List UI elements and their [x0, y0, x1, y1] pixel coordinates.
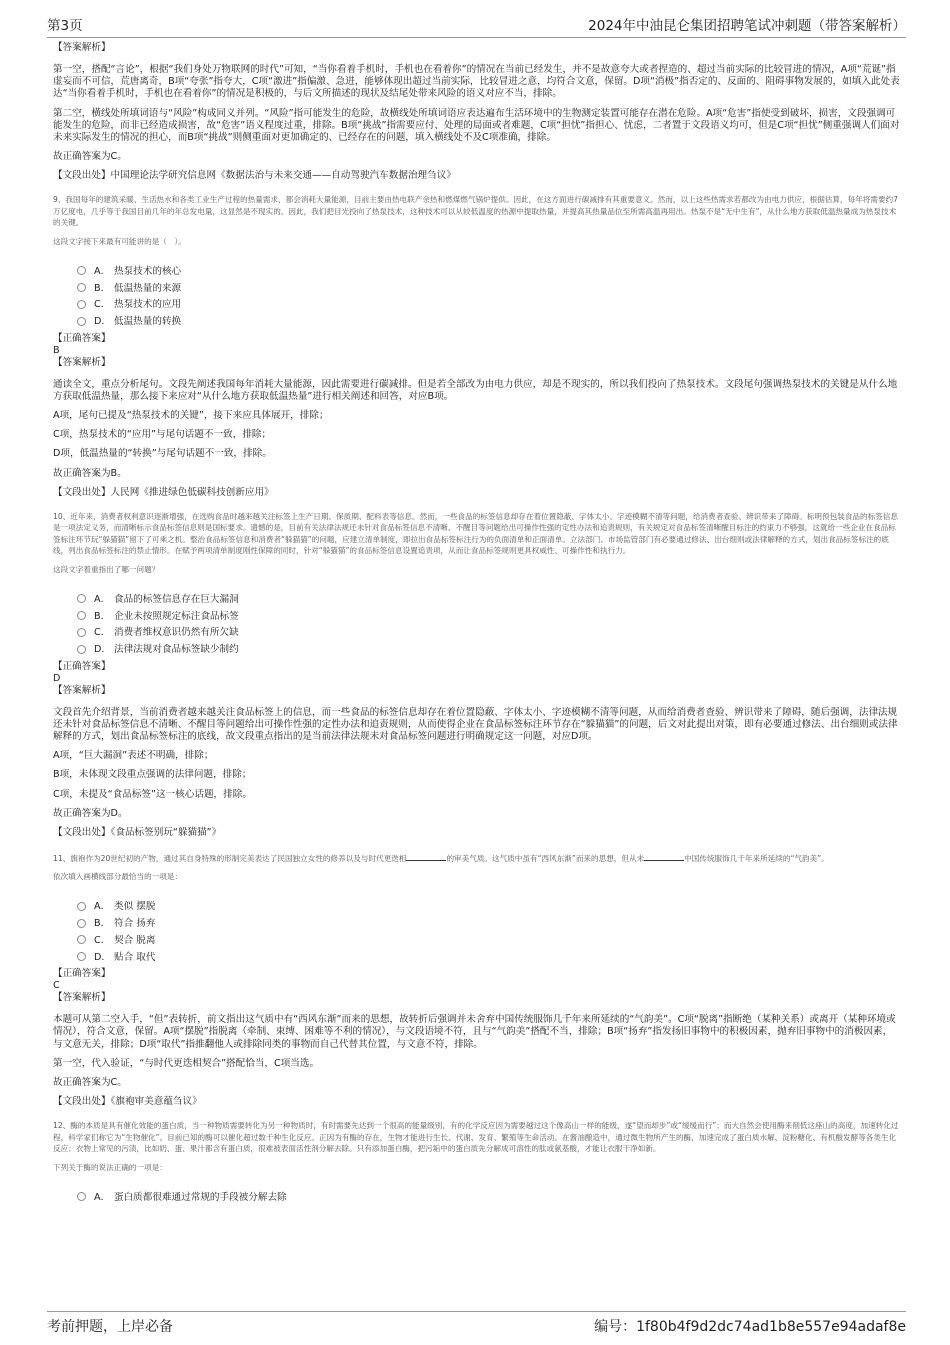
q10-answer: D	[53, 672, 61, 684]
q11-option-b[interactable]: B． 符合 扬弃	[77, 914, 901, 931]
q12-option-a[interactable]: A． 蛋白质都很难通过常规的手段被分解去除	[77, 1187, 901, 1204]
q10-analysis: 文段首先介绍背景，当前消费者越来越关注食品标签上的信息，而一些食品的标签信息却存在着位置隐蔽、字体太小、字迹模糊不清等问题，从而给消费者查验、辨识带来了障碍，随后强调，法律法规还未针对食品标签信息不清晰、不醒目等问题给出可操作性强的定性办法和追责规则，从而使得企业在食品标签标注环节存在“躲猫猫”的问题，后文对此提出对策，即有必要通过修法、出台细则或法律解释的方式，划出食品标签标注的底线，故文段重点指出的是当前法律法规未对食品标签问题进行明确规定这一问题，对应D项。	[53, 706, 898, 742]
q10-option-b[interactable]: B． 企业未按照规定标注食品标签	[77, 606, 901, 623]
analysis-label: 【答案解析】	[53, 356, 111, 368]
radio-icon[interactable]	[77, 628, 86, 637]
analysis-label: 【答案解析】	[53, 992, 111, 1004]
q11-options	[77, 897, 901, 964]
q9-line-c: C项，热泵技术的“应用”与尾句话题不一致，排除；	[53, 429, 272, 441]
q11-option-d[interactable]: D． 贴合 取代	[77, 947, 901, 964]
q10-line-c: C项，未提及“食品标签”这一核心话题，排除。	[53, 788, 252, 800]
document-code: 编号：1f80b4f9d2dc74ad1b8e557e94adaf8e	[594, 1319, 906, 1335]
correct-answer-label: 【正确答案】	[53, 332, 111, 344]
q9-option-a[interactable]: A． 热泵技术的核心	[77, 261, 901, 278]
q9-source: 【文段出处】人民网《推进绿色低碳科技创新应用》	[53, 486, 274, 498]
q11-source: 【文段出处】《旗袍审美意蕴刍议》	[53, 1096, 202, 1108]
q11-question: 依次填入画横线部分最恰当的一项是：	[53, 872, 183, 882]
radio-icon[interactable]	[77, 952, 86, 961]
page-number: 第3页	[47, 18, 83, 34]
q10-option-d[interactable]: D． 法律法规对食品标签缺少制约	[77, 640, 901, 657]
q9-line-d: D项，低温热量的“转换”与尾句话题不一致，排除。	[53, 448, 272, 460]
radio-icon[interactable]	[77, 266, 86, 275]
q10-question: 这段文字着重指出了哪一问题？	[53, 564, 160, 574]
q11-stem: 11、旗袍作为20世纪初的产物，通过其自身特殊的形制完美表达了民国独立女性的修养以及与时代更迭相 的审美气质。这气质中虽有“西风东渐”而来的思想，但从未 中国传统服饰几千年来所延续的“气韵美”。	[53, 851, 901, 865]
q8-conclusion: 故正确答案为C。	[53, 151, 127, 163]
radio-icon[interactable]	[77, 919, 86, 928]
footer-slogan: 考前押题，上岸必备	[47, 1319, 173, 1335]
document-title: 2024年中油昆仑集团招聘笔试冲刺题（带答案解析）	[588, 18, 906, 34]
page-footer	[47, 1311, 906, 1338]
q10-line-b: B项，未体现文段重点强调的法律问题，排除；	[53, 769, 252, 781]
radio-icon[interactable]	[77, 317, 86, 326]
q9-line-a: A项，尾句已提及“热泵技术的关键”，接下来应具体展开，排除；	[53, 410, 329, 422]
radio-icon[interactable]	[77, 902, 86, 911]
radio-icon[interactable]	[77, 594, 86, 603]
analysis-label: 【答案解析】	[53, 684, 111, 696]
q8-analysis-label: 【答案解析】	[53, 42, 111, 53]
q10-line-a: A项，“巨大漏洞”表述不明确，排除；	[53, 750, 214, 762]
radio-icon[interactable]	[77, 645, 86, 654]
q9-answer: B	[53, 344, 60, 356]
q9-stem: 9、我国每年的建筑采暖、生活热水和各类工业生产过程的热量需求，都会消耗大量能源，目前主要由热电联产余热和燃煤燃气锅炉提供。因此，在这方面进行碳减排有其重要意义。然而，以上这些热需求若都改为由电力供应，根据估算，每年将需要约7万亿度电，几乎等于我国目前几年的年总发电量，这显然是不现实的。因此，我们把目光投向了热泵技术，这种技术可以从较低温度的热源中提取热量，并提高其热量品位至所需高温再用出。热泵不是“无中生有”，从什么地方获取低温热量成为热泵技术的关键。	[53, 195, 898, 228]
radio-icon[interactable]	[77, 611, 86, 620]
q8-analysis-para2: 第二空，横线处所填词语与“风险”构成同义并列。“风险”指可能发生的危险，故横线处所填词语应表达遍布生活环境中的生物测定装置可能存在潜在危险。A项“危害”指使受到破坏，损害，文段强调可能发生的危险，而非已经造成损害，故“危害”语义程度过重，排除。B项“挑战”指需要应付、处理的局面或者难题，C项“担忧”指担心、忧虑，二者置于文段语义均可，但是C项“担忧”侧重强调人们面对未来实际发生的情况的担心，而B项“挑战”则侧重面对更加确定的、已经存在的问题，填入横线处不及C项准确，排除。	[53, 107, 900, 144]
q9-conclusion: 故正确答案为B。	[53, 467, 127, 479]
q11-line1: 第一空，代入验证，“与时代更迭相契合”搭配恰当，C项当选。	[53, 1057, 320, 1069]
q9-question: 这段文字接下来最有可能讲的是（ ）。	[53, 236, 186, 246]
q9-option-d[interactable]: D． 低温热量的转换	[77, 312, 901, 329]
page-header	[47, 10, 906, 38]
q10-conclusion: 故正确答案为D。	[53, 807, 128, 819]
radio-icon[interactable]	[77, 1192, 86, 1201]
q10-options	[77, 589, 901, 656]
q9-option-b[interactable]: B． 低温热量的来源	[77, 278, 901, 295]
fill-blank-1	[406, 851, 446, 861]
q10-option-c[interactable]: C． 消费者维权意识仍然有所欠缺	[77, 623, 901, 640]
correct-answer-label: 【正确答案】	[53, 968, 111, 980]
q11-answer: C	[53, 980, 60, 992]
q12-question: 下列关于酶的说法正确的一项是：	[53, 1162, 167, 1172]
radio-icon[interactable]	[77, 300, 86, 309]
q10-stem: 10、近年来，消费者权利意识逐渐增强，在选购食品时越来越关注标签上生产日期、保质期、配料表等信息。然而，一些食品的标签信息却存在着位置隐蔽、字体太小、字迹模糊不清等问题，给消费者查验、辨识带来了障碍。标明预包装食品的标签信息是一项法定义务，而清晰标示食品标签信息则是国标要求。遗憾的是，目前有关法律法规还未针对食品标签信息不清晰、不醒目等问题给出可操作性强的定性办法和追责规则，有关规定对食品标签清晰醒目标注的约束力不够强，这就给一些企业在食品标签标注环节玩“躲猫猫”留下了可乘之机。整治食品标签信息和消费者“躲猫猫”的问题，应建立清单制度，即拉出食品标签标注行为的负面清单和正面清单。立法部门、市场监管部门有必要通过修法、出台细则或法律解释的方式，划出食品标签标注的底线，列出食品标签标注的禁止情形。在赋予两项清单制度刚性保障的同时，针对“躲猫猫”的食品标签信息设置追责项，从而让食品标签规则更具权威性、可操作性和执行力。	[53, 511, 898, 556]
correct-answer-label: 【正确答案】	[53, 660, 111, 672]
q11-option-c[interactable]: C． 契合 脱离	[77, 931, 901, 948]
q11-option-a[interactable]: A． 类似 摆脱	[77, 897, 901, 914]
q9-option-c[interactable]: C． 热泵技术的应用	[77, 295, 901, 312]
q9-options	[77, 261, 901, 328]
q11-analysis: 本题可从第二空入手，“但”表转折，前文指出这气质中有“西风东渐”而来的思想，故转折后强调并未舍弃中国传统服饰几千年来所延续的“气韵美”。C项“脱离”指断绝（某种关系）或离开（某种环境或情况），符合文意，保留。A项“摆脱”指脱离（牵制、束缚、困难等不利的情况），与文段语境不符，且与“气韵美”搭配不当，排除；B项“扬弃”指发扬旧事物中的积极因素，抛弃旧事物中的消极因素，与文意无关，排除；D项“取代”指推翻他人或排除同类的事物而自己代替其位置，与文意不符，排除。	[53, 1014, 896, 1050]
radio-icon[interactable]	[77, 935, 86, 944]
q8-source: 【文段出处】中国理论法学研究信息网《数据法治与未来交通——自动驾驶汽车数据治理刍议》	[53, 170, 456, 182]
q10-source: 【文段出处】《食品标签别玩“躲猫猫”》	[53, 826, 222, 838]
q9-analysis: 通读全文，重点分析尾句。文段先阐述我国每年消耗大量能源，因此需要进行碳减排。但是若全部改为由电力供应，却是不现实的，所以我们投向了热泵技术。文段尾句强调热泵技术的关键是从什么地方获取低温热量，那么接下来应对“从什么地方获取低温热量”进行相关阐述和回答，对应B项。	[53, 378, 898, 402]
fill-blank-2	[644, 851, 684, 861]
q10-option-a[interactable]: A． 食品的标签信息存在巨大漏洞	[77, 589, 901, 606]
q12-options	[77, 1187, 901, 1204]
page-content	[53, 42, 901, 1208]
radio-icon[interactable]	[77, 283, 86, 292]
q8-analysis-para1: 第一空，搭配“言论”，根据“我们身处万物联网的时代”可知，“当你看着手机时，手机也在看着你”的情况在当前已经发生，并不是故意夸大或者捏造的、超过当前实际的比较冒进的情况，A项“荒诞”指虚妄而不可信，荒唐离奇，B项“夸张”指夸大，C项“激进”指偏激、急进，能够体现出超过当前实际，比较冒进之意，均符合文意，保留。D项“消极”指否定的、反面的、阻碍事物发展的，如填入此处表达“当你看着手机时，手机也在看着你”的情况是积极的，与后文所描述的现状及结尾处带来风险的语义对应不当，排除。	[53, 64, 900, 100]
q11-conclusion: 故正确答案为C。	[53, 1076, 127, 1088]
q12-stem: 12、酶的本质是具有催化效能的蛋白质，当一种物质需要转化为另一种物质时，有时需要先达到一个很高的能量级别，有的化学反应因为需要越过这个像高山一样的能级，遂“望而却步”或“缓缓而行”；而大自然会使用酶来削低这座山的高度，加速转化过程，科学家们称它为“生物催化”。目前已知的酶可以催化超过数千种生化反应。正因为有酶的存在，生物才能进行生长、代谢、发育、繁殖等生命活动。在酱油酿造中，通过微生物所产生的酶，加速完成了蛋白质水解、淀粉糖化、有机酸发酵等各类生化反应；衣物上常见的污渍，比如奶、蛋、果汁都含有蛋白质，很难被表面活性剂分解去除。只有添加蛋白酶，把污垢中的蛋白质先分解成可溶性的肽或氨基酸，才能让衣服干净如新。	[53, 1121, 899, 1154]
